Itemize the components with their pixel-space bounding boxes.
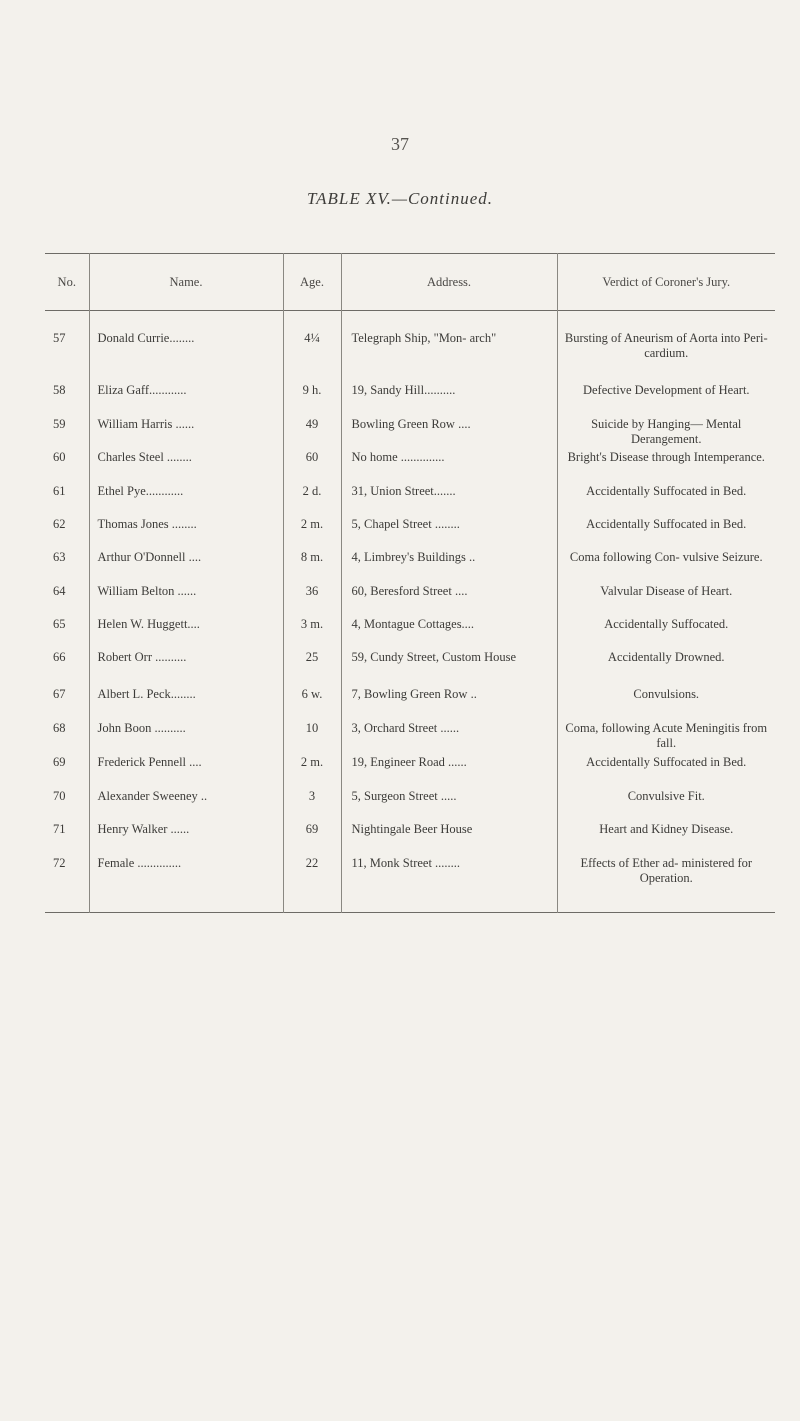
table-row <box>45 331 775 383</box>
row-age: 36 <box>283 584 341 617</box>
row-verdict: Coma, following Acute Meningitis from fall. <box>557 721 775 755</box>
row-verdict: Defective Development of Heart. <box>557 383 775 417</box>
row-address: 31, Union Street....... <box>341 484 557 517</box>
row-age: 10 <box>283 721 341 755</box>
row-verdict: Convulsions. <box>557 687 775 721</box>
row-number: 61 <box>53 484 66 498</box>
row-name: Thomas Jones ........ <box>89 517 283 550</box>
row-number: 59 <box>53 417 66 431</box>
row-address: 59, Cundy Street, Custom House <box>341 650 557 687</box>
table-title: TABLE XV.—Continued. <box>306 189 494 208</box>
table-row <box>45 550 775 584</box>
table-row <box>45 822 775 856</box>
row-number: 70 <box>53 789 66 803</box>
row-age: 8 m. <box>283 550 341 584</box>
table-row <box>45 617 775 650</box>
row-name: Female .............. <box>89 856 283 912</box>
page-number: 37 <box>391 134 409 154</box>
row-name: Helen W. Huggett.... <box>89 617 283 650</box>
table-row <box>45 755 775 789</box>
row-age: 2 m. <box>283 517 341 550</box>
row-verdict: Accidentally Suffocated in Bed. <box>557 484 775 517</box>
row-verdict: Bursting of Aneurism of Aorta into Peri- cardium. <box>557 331 775 383</box>
row-name: Eliza Gaff............ <box>89 383 283 417</box>
row-number: 69 <box>53 755 66 769</box>
row-verdict: Accidentally Suffocated. <box>557 617 775 650</box>
header-name: Name. <box>89 254 283 311</box>
table-header-row <box>45 254 775 311</box>
row-age: 25 <box>283 650 341 687</box>
row-name: Alexander Sweeney .. <box>89 789 283 822</box>
row-address: 5, Chapel Street ........ <box>341 517 557 550</box>
row-address: Telegraph Ship, "Mon- arch" <box>341 331 557 383</box>
row-verdict: Valvular Disease of Heart. <box>557 584 775 617</box>
row-name: William Belton ...... <box>89 584 283 617</box>
header-address: Address. <box>341 254 557 311</box>
table-row <box>45 417 775 450</box>
row-verdict: Bright's Disease through Intemperance. <box>557 450 775 484</box>
table-row <box>45 789 775 822</box>
header-no: No. <box>57 275 76 289</box>
row-name: Albert L. Peck........ <box>89 687 283 721</box>
inquest-table <box>45 253 775 913</box>
row-address: No home .............. <box>341 450 557 484</box>
table-row <box>45 721 775 755</box>
row-age: 4¼ <box>283 331 341 383</box>
header-verdict: Verdict of Coroner's Jury. <box>557 254 775 311</box>
row-verdict: Coma following Con- vulsive Seizure. <box>557 550 775 584</box>
row-age: 9 h. <box>283 383 341 417</box>
row-number: 62 <box>53 517 66 531</box>
row-number: 71 <box>53 822 66 836</box>
table-row <box>45 650 775 687</box>
row-number: 68 <box>53 721 66 735</box>
row-name: Charles Steel ........ <box>89 450 283 484</box>
row-verdict: Effects of Ether ad- ministered for Operation. <box>557 856 775 912</box>
row-address: Bowling Green Row .... <box>341 417 557 450</box>
row-address: 19, Sandy Hill.......... <box>341 383 557 417</box>
table-body <box>45 311 775 913</box>
row-address: 4, Limbrey's Buildings .. <box>341 550 557 584</box>
row-number: 65 <box>53 617 66 631</box>
row-name: Ethel Pye............ <box>89 484 283 517</box>
row-name: John Boon .......... <box>89 721 283 755</box>
row-number: 60 <box>53 450 66 464</box>
row-age: 60 <box>283 450 341 484</box>
table-row <box>45 484 775 517</box>
row-address: 7, Bowling Green Row .. <box>341 687 557 721</box>
table-spacer-row <box>45 311 775 332</box>
row-verdict: Convulsive Fit. <box>557 789 775 822</box>
row-address: Nightingale Beer House <box>341 822 557 856</box>
row-name: Arthur O'Donnell .... <box>89 550 283 584</box>
row-age: 69 <box>283 822 341 856</box>
row-address: 5, Surgeon Street ..... <box>341 789 557 822</box>
table-row <box>45 383 775 417</box>
row-age: 2 m. <box>283 755 341 789</box>
row-number: 72 <box>53 856 66 870</box>
row-name: Robert Orr .......... <box>89 650 283 687</box>
inquest-table-container <box>45 253 775 913</box>
row-verdict: Suicide by Hanging— Mental Derangement. <box>557 417 775 450</box>
row-name: Frederick Pennell .... <box>89 755 283 789</box>
table-row <box>45 687 775 721</box>
table-row <box>45 584 775 617</box>
row-address: 11, Monk Street ........ <box>341 856 557 912</box>
table-row <box>45 450 775 484</box>
row-number: 63 <box>53 550 66 564</box>
table-row <box>45 517 775 550</box>
row-number: 66 <box>53 650 66 664</box>
row-verdict: Heart and Kidney Disease. <box>557 822 775 856</box>
row-verdict: Accidentally Suffocated in Bed. <box>557 517 775 550</box>
row-address: 60, Beresford Street .... <box>341 584 557 617</box>
row-age: 2 d. <box>283 484 341 517</box>
row-verdict: Accidentally Drowned. <box>557 650 775 687</box>
row-age: 22 <box>283 856 341 912</box>
row-number: 57 <box>53 331 66 345</box>
row-name: Henry Walker ...... <box>89 822 283 856</box>
row-number: 58 <box>53 383 66 397</box>
table-row <box>45 856 775 912</box>
row-number: 67 <box>53 687 66 701</box>
row-age: 49 <box>283 417 341 450</box>
row-name: William Harris ...... <box>89 417 283 450</box>
row-age: 3 <box>283 789 341 822</box>
row-address: 4, Montague Cottages.... <box>341 617 557 650</box>
row-name: Donald Currie........ <box>89 331 283 383</box>
row-age: 3 m. <box>283 617 341 650</box>
row-verdict: Accidentally Suffocated in Bed. <box>557 755 775 789</box>
row-number: 64 <box>53 584 66 598</box>
row-age: 6 w. <box>283 687 341 721</box>
row-address: 19, Engineer Road ...... <box>341 755 557 789</box>
row-address: 3, Orchard Street ...... <box>341 721 557 755</box>
header-age: Age. <box>283 254 341 311</box>
